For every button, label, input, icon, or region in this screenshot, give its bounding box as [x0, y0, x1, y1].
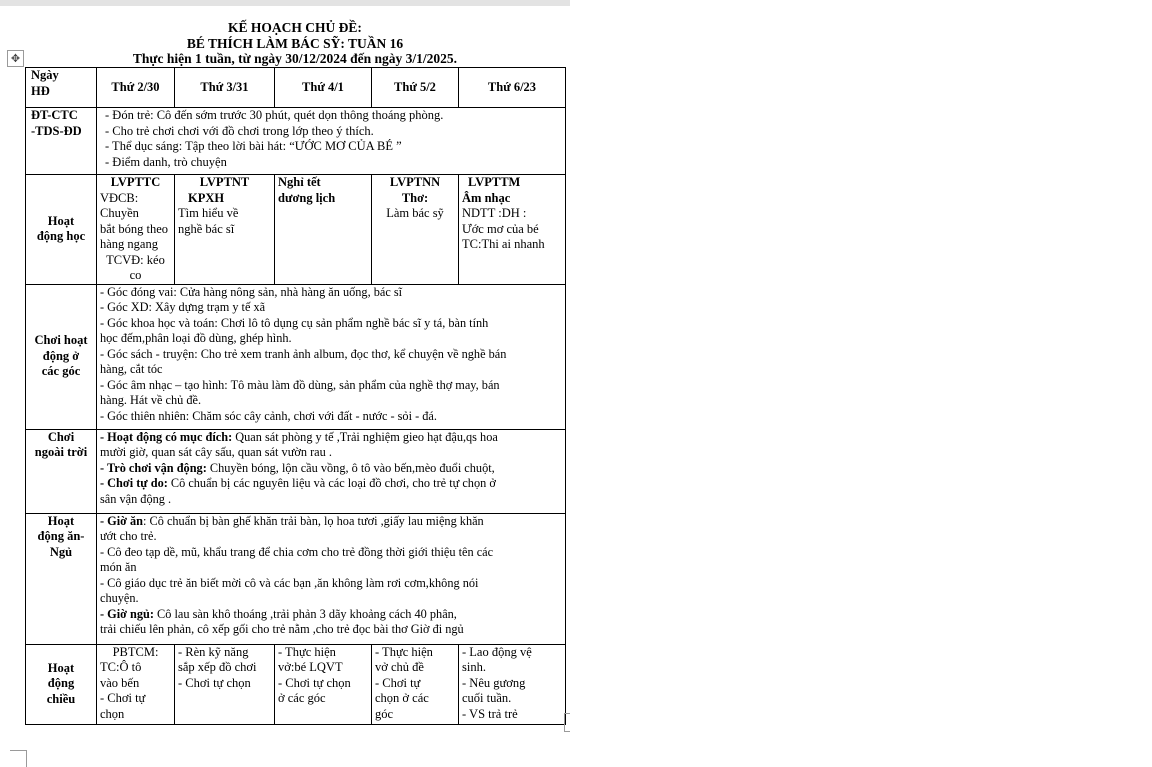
- day-header-mon: Thứ 2/30: [97, 68, 175, 108]
- learning-fri: LVPTTM Âm nhạc NDTT :DH : Ước mơ của bé TC:Thi ai nhanh: [459, 175, 566, 285]
- table-row: [26, 644, 566, 724]
- row-label-learning: Hoạt động học: [26, 175, 97, 285]
- row-label-outdoor: Chơi ngoài trời: [26, 429, 97, 513]
- afternoon-wed: - Thực hiện vở:bé LQVT - Chơi tự chọn ở các góc: [275, 644, 372, 724]
- plan-theme: BÉ THÍCH LÀM BÁC SỸ: TUẦN 16: [186, 35, 404, 51]
- corner-activities: - Góc đóng vai: Cửa hàng nông sản, nhà hàng ăn uống, bác sĩ - Góc XD: Xây dựng trạm y tế xã - Góc khoa học và toán: Chơi lô tô dụng cụ sản phẩm nghề bác sĩ y tá, bàn tính học đếm,phân loại đồ dùng, ghép hình. - Góc sách - truyện: Cho trẻ xem tranh ảnh album, đọc thơ, kể chuyện về nghề bán hàng, cắt tóc - Góc âm nhạc – tạo hình: Tô màu làm đồ dùng, sản phẩm của nghề thợ may, bán hàng. Hát về chủ đề. - Góc thiên nhiên: Chăm sóc cây cảnh, chơi với đất - nước - sỏi - đá.: [97, 284, 566, 429]
- plan-date-range: Thực hiện 1 tuần, từ ngày 30/12/2024 đến ngày 3/1/2025.: [132, 51, 458, 66]
- learning-wed: Nghỉ tết dương lịch: [275, 175, 372, 285]
- plan-title: KẾ HOẠCH CHỦ ĐỀ:: [228, 20, 362, 35]
- day-header-thu: Thứ 5/2: [372, 68, 459, 108]
- row-label-afternoon: Hoạt động chiều: [26, 644, 97, 724]
- day-header-wed: Thứ 4/1: [275, 68, 372, 108]
- afternoon-thu: - Thực hiện vở chủ đề - Chơi tự chọn ở các góc: [372, 644, 459, 724]
- day-header-fri: Thứ 6/23: [459, 68, 566, 108]
- row-label-welcome: ĐT-CTC -TDS-ĐD: [26, 108, 97, 175]
- document-header: [25, 20, 565, 67]
- day-header-tue: Thứ 3/31: [175, 68, 275, 108]
- table-row: [26, 68, 566, 108]
- page-corner-mark: [10, 750, 27, 767]
- welcome-activities: - Đón trẻ: Cô đến sớm trước 30 phút, quét dọn thông thoáng phòng. - Cho trẻ chơi chơi với đồ chơi trong lớp theo ý thích. - Thể dục sáng: Tập theo lời bài hát: “ƯỚC MƠ CỦA BÉ ” - Điểm danh, trò chuyện: [97, 108, 566, 175]
- table-move-handle-icon[interactable]: ✥: [7, 50, 24, 67]
- table-resize-handle[interactable]: [564, 713, 570, 732]
- table-row: [26, 175, 566, 285]
- top-scroll-strip: [0, 0, 570, 6]
- table-row: [26, 108, 566, 175]
- weekly-plan-table: [25, 67, 566, 725]
- table-row: [26, 429, 566, 513]
- learning-mon: LVPTTC VĐCB: Chuyền bắt bóng theo hàng ngang TCVĐ: kéo co: [97, 175, 175, 285]
- outdoor-activities: - Hoạt động có mục đích: Quan sát phòng y tế ,Trải nghiệm gieo hạt đậu,qs hoa mười giờ, quan sát cây sấu, quan sát vườn rau . - Trò chơi vận động: Chuyền bóng, lộn cầu vồng, ô tô vào bến,mèo đuổi chuột, - Chơi tự do: Cô chuẩn bị các nguyên liệu và các loại đồ chơi, cho trẻ tự chọn ở sân vận động .: [97, 429, 566, 513]
- learning-tue: LVPTNT KPXH Tìm hiểu về nghề bác sĩ: [175, 175, 275, 285]
- row-label-corners: Chơi hoạt động ở các góc: [26, 284, 97, 429]
- meal-sleep-activities: - Giờ ăn: Cô chuẩn bị bàn ghế khăn trải bàn, lọ hoa tươi ,giấy lau miệng khăn ướt cho trẻ. - Cô đeo tạp dề, mũ, khẩu trang để chia cơm cho trẻ đồng thời giới thiệu tên các món ăn - Cô giáo dục trẻ ăn biết mời cô và các bạn ,ăn không làm rơi cơm,không nói chuyện. - Giờ ngủ: Cô lau sàn khô thoáng ,trải phản 3 dãy khoảng cách 40 phân, trải chiếu lên phản, cô xếp gối cho trẻ nằm ,cho trẻ đọc bài thơ Giờ đi ngủ: [97, 513, 566, 644]
- table-row: [26, 284, 566, 429]
- learning-thu: LVPTNN Thơ: Làm bác sỹ: [372, 175, 459, 285]
- corner-header-cell: Ngày HĐ: [26, 68, 97, 108]
- row-label-meal-sleep: Hoạt động ăn- Ngủ: [26, 513, 97, 644]
- table-row: [26, 513, 566, 644]
- afternoon-tue: - Rèn kỹ năng sắp xếp đồ chơi - Chơi tự chọn: [175, 644, 275, 724]
- afternoon-fri: - Lao động vệ sinh. - Nêu gương cuối tuần. - VS trả trẻ: [459, 644, 566, 724]
- afternoon-mon: PBTCM: TC:Ô tô vào bến - Chơi tự chọn: [97, 644, 175, 724]
